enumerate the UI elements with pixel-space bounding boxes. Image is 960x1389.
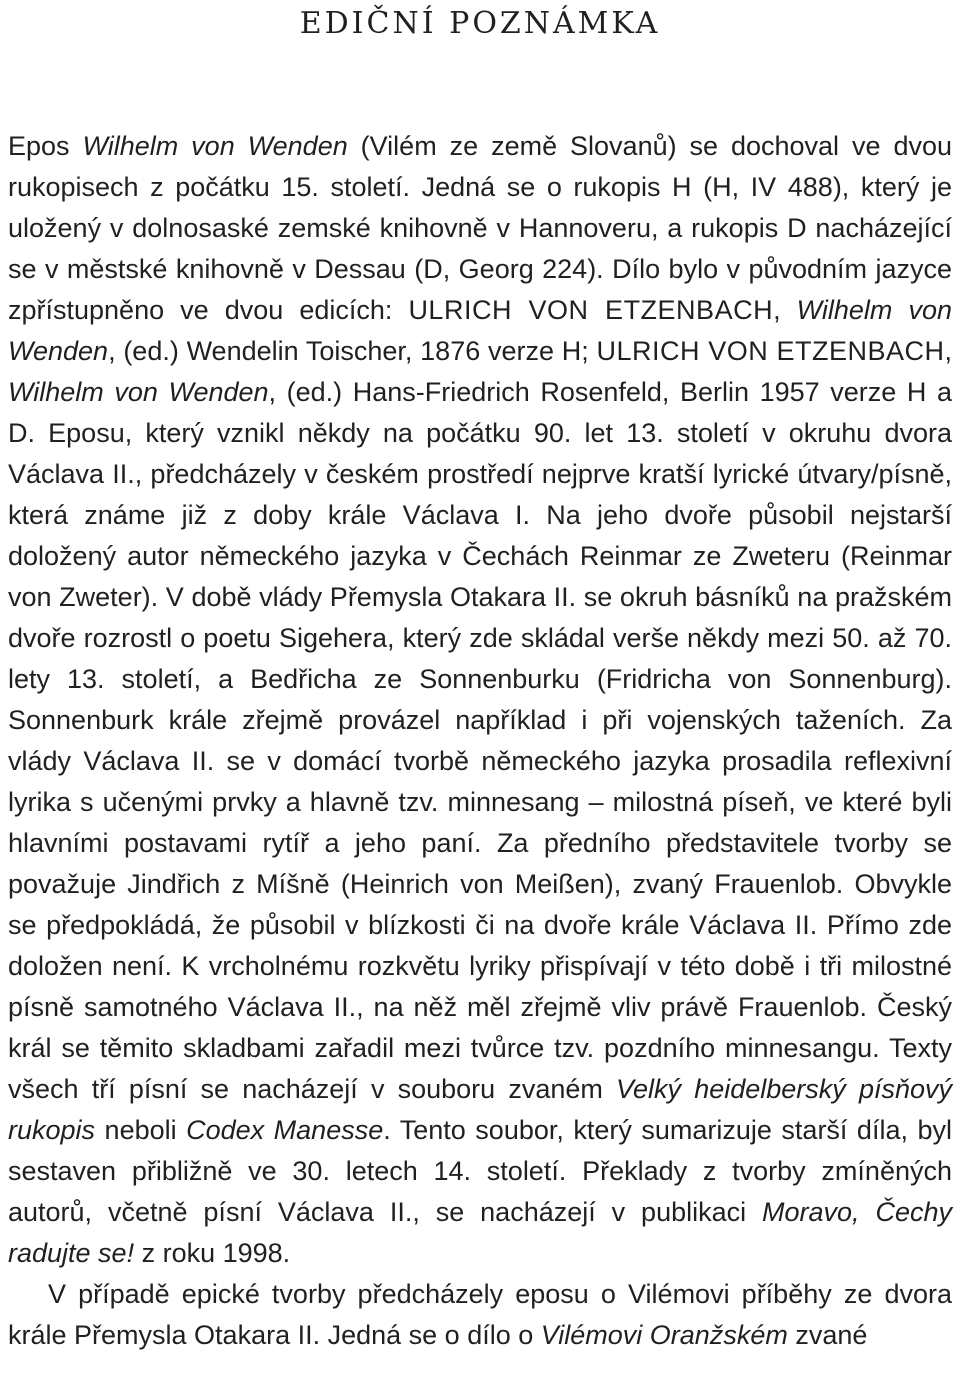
italic-title: Vilémovi Oranžském: [540, 1320, 788, 1350]
text-run: ,: [773, 295, 797, 325]
text-run: z roku 1998.: [134, 1238, 291, 1268]
text-run: (Vilém ze země Slovanů) se dochoval ve dvou rukopisech z počátku 15. století. Jedná se o rukopis H (H, IV 488), který je uložený v dolnosaské zemské knihovně v Hannoveru, a rukopis D nacházející se v městské knihovně v Dessau (D, Georg 224). Dílo bylo v původním jazyce zpřístupněno ve dvou edicích:: [8, 131, 952, 325]
text-run: , (ed.) Wendelin Toischer, 1876 verze H;: [108, 336, 597, 366]
text-run: V případě epické tvorby předcházely eposu o Vilémovi příběhy ze dvora krále Přemysla Otakara II. Jedná se o dílo o: [8, 1279, 952, 1350]
text-run: Epos: [8, 131, 83, 161]
italic-title: Velký heidelberský písňový rukopis: [8, 1074, 952, 1145]
paragraph-1: [8, 126, 952, 1274]
text-run: neboli: [95, 1115, 187, 1145]
body-text: [8, 126, 952, 1356]
italic-title: Moravo, Čechy radujte se!: [8, 1197, 953, 1268]
italic-title: Wilhelm von Wenden: [8, 377, 269, 407]
italic-title: Codex Manesse: [186, 1115, 384, 1145]
author-name: ULRICH VON ETZENBACH: [408, 295, 774, 325]
italic-title: Wilhelm von Wenden: [8, 295, 952, 366]
text-run: , (ed.) Hans-Friedrich Rosenfeld, Berlin 1957 verze H a D. Eposu, který vznikl někdy na počátku 90. let 13. století v okruhu dvora Václava II., předcházely v českém prostředí nejprve kratší lyrické útvary/písně, která známe již z doby krále Václava I. Na jeho dvoře působil nejstarší doložený autor německého jazyka v Čechách Reinmar ze Zweteru (Reinmar von Zweter). V době vlády Přemysla Otakara II. se okruh básníků na pražském dvoře rozrostl o poetu Sigehera, který zde skládal verše někdy mezi 50. až 70. lety 13. století, a Bedřicha ze Sonnenburku (Fridricha von Sonnenburg). Sonnenburk krále zřejmě provázel například i při vojenských taženích. Za vlády Václava II. se v domácí tvorbě německého jazyka prosadila reflexivní lyrika s učenými prvky a hlavně tzv. minnesang – milostná píseň, ve které byli hlavními postavami rytíř a jeho paní. Za předního představitele tvorby se považuje Jindřich z Míšně (Heinrich von Meißen), zvaný Frauenlob. Obvykle se předpokládá, že působil v blízkosti či na dvoře krále Václava II. Přímo zde doložen není. K vrcholnému rozkvětu lyriky přispívají v této době i tři milostné písně samotného Václava II., na něž měl zřejmě vliv právě Frauenlob. Český král se těmito skladbami zařadil mezi tvůrce tzv. pozdního minnesangu. Texty všech tří písní se nacházejí v souboru zvaném: [8, 377, 952, 1104]
text-run: ,: [944, 336, 952, 366]
text-run: zvané: [787, 1320, 868, 1350]
page-title: EDIČNÍ POZNÁMKA: [299, 6, 661, 41]
paragraph-2: [8, 1274, 952, 1356]
text-run: . Tento soubor, který sumarizuje starší díla, byl sestaven přibližně ve 30. letech 14. století. Překlady z tvorby zmíněných autorů, včetně písní Václava II., se nacházejí v publikaci: [8, 1115, 952, 1227]
italic-title: Wilhelm von Wenden: [82, 131, 348, 161]
author-name: ULRICH VON ETZENBACH: [596, 336, 945, 366]
